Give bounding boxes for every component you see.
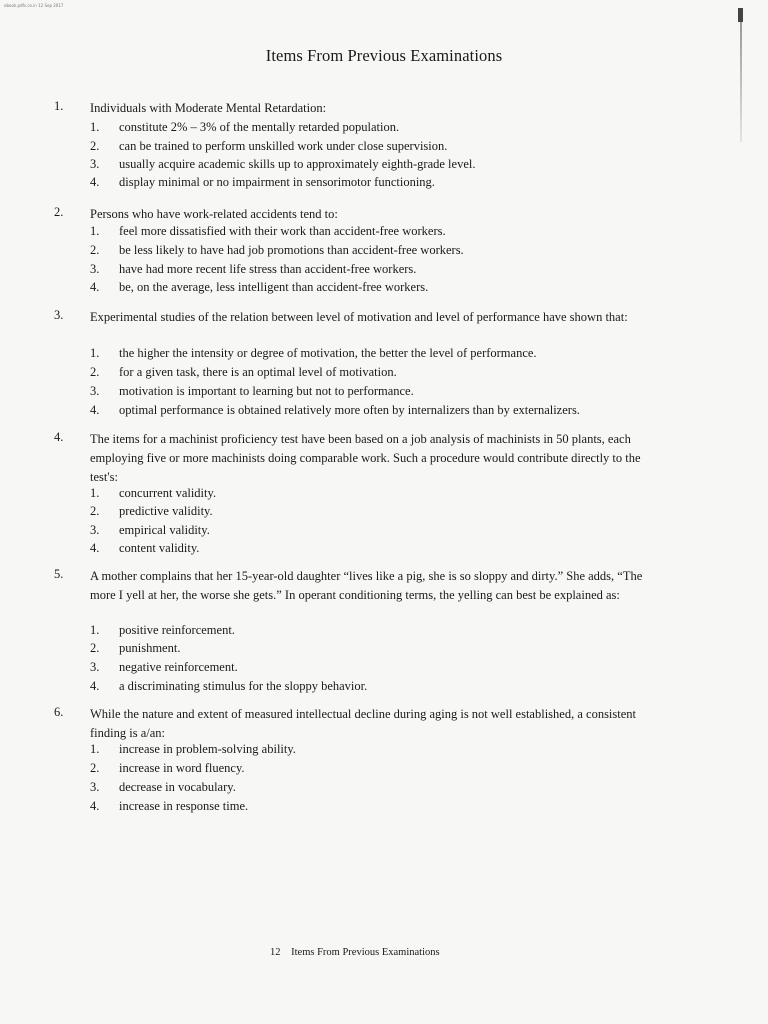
option-text: optimal performance is obtained relatively more often by internalizers than by externalizers. xyxy=(119,403,580,417)
option-number: 3. xyxy=(90,157,100,171)
option-text: empirical validity. xyxy=(119,523,210,537)
answer-option xyxy=(0,780,768,799)
option-number: 4. xyxy=(90,175,100,189)
option-text: display minimal or no impairment in sensorimotor functioning. xyxy=(119,175,435,189)
option-text: increase in problem-solving ability. xyxy=(119,742,296,756)
option-number: 3. xyxy=(90,660,100,674)
question-stem: A mother complains that her 15-year-old daughter “lives like a pig, she is so sloppy and dirty.” She adds, “The more I yell at her, the worse she gets.” In operant conditioning terms, the yelling can best be explained as: xyxy=(90,569,643,602)
question-number: 3. xyxy=(54,308,64,322)
option-number: 4. xyxy=(90,280,100,294)
option-text: the higher the intensity or degree of motivation, the better the level of performance. xyxy=(119,346,537,360)
question-number: 1. xyxy=(54,99,64,113)
answer-option xyxy=(0,243,768,262)
option-number: 3. xyxy=(90,384,100,398)
option-number: 4. xyxy=(90,679,100,693)
option-text: positive reinforcement. xyxy=(119,623,235,637)
answer-option xyxy=(0,660,768,679)
answer-option xyxy=(0,623,768,642)
option-text: decrease in vocabulary. xyxy=(119,780,236,794)
question-number: 4. xyxy=(54,430,64,444)
option-number: 1. xyxy=(90,120,100,134)
answer-option xyxy=(0,384,768,403)
question-stem: Experimental studies of the relation between level of motivation and level of performance have shown that: xyxy=(90,310,628,324)
option-number: 2. xyxy=(90,365,100,379)
question-number: 5. xyxy=(54,567,64,581)
answer-option xyxy=(0,541,768,560)
answer-option xyxy=(0,365,768,384)
scan-edge-mark xyxy=(738,8,743,22)
option-text: increase in response time. xyxy=(119,799,249,813)
running-title: Items From Previous Examinations xyxy=(291,947,440,958)
option-number: 3. xyxy=(90,780,100,794)
option-text: for a given task, there is an optimal level of motivation. xyxy=(119,365,397,379)
option-number: 1. xyxy=(90,623,100,637)
question-stem: While the nature and extent of measured intellectual decline during aging is not well established, a consistent finding is a/an: xyxy=(90,707,637,740)
answer-option xyxy=(0,120,768,139)
question-stem: The items for a machinist proficiency test have been based on a job analysis of machinists in 50 plants, each employing five or more machinists doing comparable work. Such a procedure would contribute directly to the test's: xyxy=(90,432,641,484)
question-number: 2. xyxy=(54,205,64,219)
option-text: a discriminating stimulus for the sloppy behavior. xyxy=(119,679,368,693)
answer-option xyxy=(0,280,768,299)
option-number: 1. xyxy=(90,742,100,756)
option-text: have had more recent life stress than accident-free workers. xyxy=(119,262,417,276)
option-text: predictive validity. xyxy=(119,504,213,518)
question-stem: Individuals with Moderate Mental Retardation: xyxy=(90,101,327,115)
option-text: motivation is important to learning but not to performance. xyxy=(119,384,414,398)
option-number: 3. xyxy=(90,262,100,276)
option-number: 2. xyxy=(90,641,100,655)
answer-option xyxy=(0,523,768,542)
option-text: negative reinforcement. xyxy=(119,660,238,674)
answer-option xyxy=(0,761,768,780)
question-stem: Persons who have work-related accidents tend to: xyxy=(90,207,338,221)
option-number: 1. xyxy=(90,346,100,360)
answer-option xyxy=(0,799,768,818)
option-number: 4. xyxy=(90,541,100,555)
page-number: 12 xyxy=(270,947,281,958)
option-text: be, on the average, less intelligent than accident-free workers. xyxy=(119,280,429,294)
page-footer xyxy=(270,947,440,958)
option-number: 4. xyxy=(90,799,100,813)
option-text: be less likely to have had job promotions than accident-free workers. xyxy=(119,243,464,257)
option-text: can be trained to perform unskilled work under close supervision. xyxy=(119,139,448,153)
option-number: 2. xyxy=(90,761,100,775)
answer-option xyxy=(0,679,768,698)
answer-option xyxy=(0,486,768,505)
option-number: 1. xyxy=(90,224,100,238)
answer-option xyxy=(0,641,768,660)
answer-option xyxy=(0,742,768,761)
answer-option xyxy=(0,403,768,422)
answer-option xyxy=(0,346,768,365)
option-number: 2. xyxy=(90,139,100,153)
answer-option xyxy=(0,224,768,243)
option-number: 2. xyxy=(90,504,100,518)
option-text: content validity. xyxy=(119,541,200,555)
answer-option xyxy=(0,139,768,158)
answer-option xyxy=(0,504,768,523)
question-number: 6. xyxy=(54,705,64,719)
option-text: usually acquire academic skills up to approximately eighth-grade level. xyxy=(119,157,476,171)
option-text: constitute 2% – 3% of the mentally retarded population. xyxy=(119,120,400,134)
option-number: 2. xyxy=(90,243,100,257)
answer-option xyxy=(0,262,768,281)
answer-option xyxy=(0,157,768,176)
option-text: concurrent validity. xyxy=(119,486,217,500)
option-number: 1. xyxy=(90,486,100,500)
option-text: increase in word fluency. xyxy=(119,761,245,775)
option-number: 4. xyxy=(90,403,100,417)
option-text: punishment. xyxy=(119,641,181,655)
answer-option xyxy=(0,175,768,194)
option-number: 3. xyxy=(90,523,100,537)
page-title: Items From Previous Examinations xyxy=(265,46,503,65)
header-stamp: ebook.pdfs.co.in 12 Sep 2017 xyxy=(4,3,64,8)
option-text: feel more dissatisfied with their work than accident-free workers. xyxy=(119,224,446,238)
